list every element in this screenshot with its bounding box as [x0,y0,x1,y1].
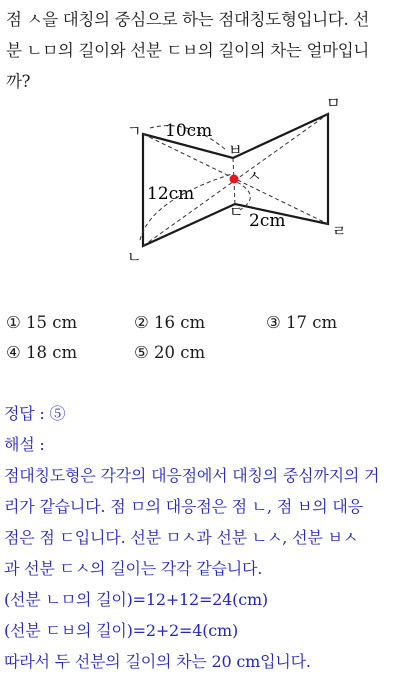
choice-3[interactable]: ③ 17 cm [266,313,338,332]
answer-explanation [4,398,398,677]
vertex-label-m: ㅁ [326,94,341,112]
question-line: 까? [6,72,31,91]
explanation-line: 과 선분 ㄷㅅ의 길이는 각각 같습니다. [4,559,263,578]
vertex-label-b: ㅂ [228,141,243,159]
explanation-line: (선분 ㄷㅂ의 길이)=2+2=4(cm) [4,621,239,640]
choice-2[interactable]: ② 16 cm [134,313,206,332]
vertex-label-g: ㄱ [127,122,142,140]
center-label-s: ㅅ [247,167,262,185]
explanation-line: 점대칭도형은 각각의 대응점에서 대칭의 중심까지의 거 [4,466,380,485]
bowtie-figure [0,88,400,268]
explanation-line: 리가 같습니다. 점 ㅁ의 대응점은 점 ㄴ, 점 ㅂ의 대응 [4,497,363,516]
choice-4[interactable]: ④ 18 cm [6,343,78,362]
explanation-heading: 해설 : [4,435,45,454]
question-line: 점 ㅅ을 대칭의 중심으로 하는 점대칭도형입니다. 선 [6,10,370,29]
question-text [6,4,398,97]
vertex-label-d: ㄷ [229,203,244,221]
question-line: 분 ㄴㅁ의 길이와 선분 ㄷㅂ의 길이의 차는 얼마입니 [6,41,370,60]
explanation-line: 점은 점 ㄷ입니다. 선분 ㅁㅅ과 선분 ㄴㅅ, 선분 ㅂㅅ [4,528,358,547]
choice-5[interactable]: ⑤ 20 cm [134,343,206,362]
vertex-label-r: ㄹ [332,222,347,240]
center-point [230,175,239,184]
measure-label-top: 10cm [165,121,213,141]
measure-label-left: 12cm [147,184,195,204]
choice-1[interactable]: ① 15 cm [6,313,78,332]
vertex-label-n: ㄴ [127,248,142,266]
measure-label-right: 2cm [249,211,286,231]
explanation-line: 따라서 두 선분의 길이의 차는 20 cm입니다. [4,652,311,671]
answer-line: 정답 : ⑤ [4,404,66,423]
explanation-line: (선분 ㄴㅁ의 길이)=12+12=24(cm) [4,590,268,609]
